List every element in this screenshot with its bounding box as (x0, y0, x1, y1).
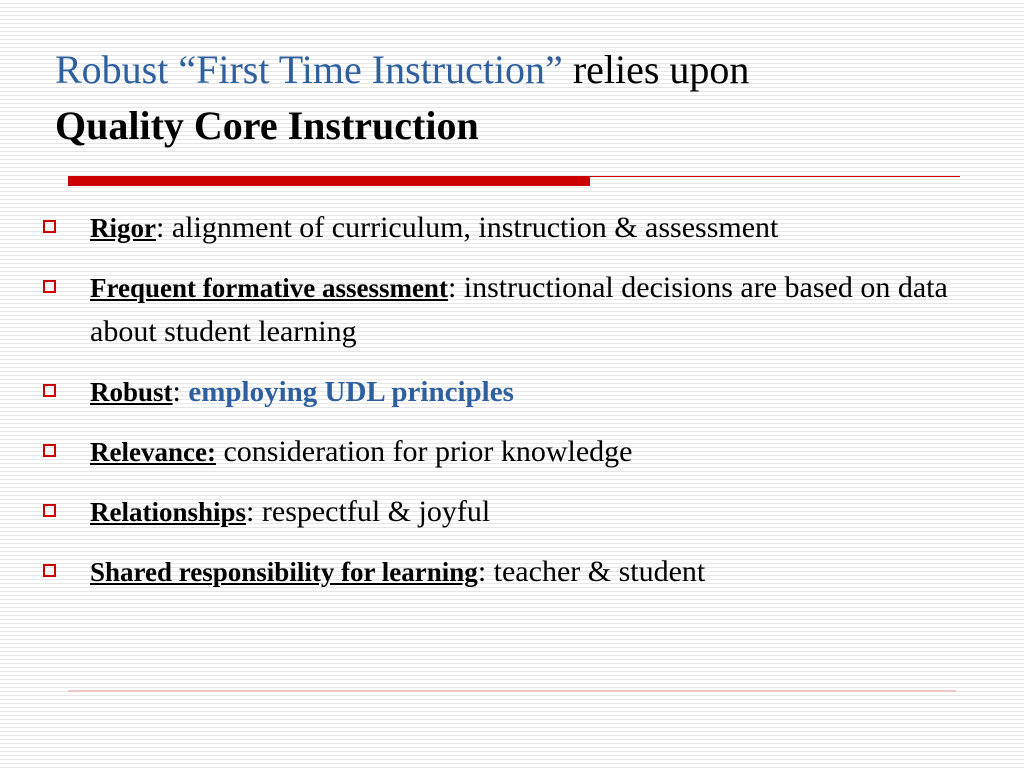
bullet-item-rigor (40, 206, 1000, 250)
bullet-item-shared-responsibility (40, 550, 1000, 594)
bullet-separator: : (155, 211, 165, 244)
bullet-term: Shared responsibility for learning (90, 557, 478, 587)
bullet-text: alignment of curriculum, instruction & assessment (164, 211, 779, 244)
title-underline-thin (590, 176, 960, 177)
slide-title (55, 42, 995, 154)
square-bullet-icon (43, 220, 56, 233)
bullet-text: teacher & student (486, 555, 706, 588)
bullet-term: Rigor (90, 213, 156, 243)
title-underline-thick (68, 176, 590, 186)
bullet-text: consideration for prior knowledge (215, 435, 633, 468)
bullet-separator: : (172, 375, 189, 408)
square-bullet-icon (43, 504, 56, 517)
bullet-term: Robust (90, 377, 173, 407)
bullet-list (40, 206, 1000, 610)
bullet-term: Frequent formative assessment (90, 273, 448, 303)
bullet-item-relevance (40, 430, 1000, 474)
bullet-item-frequent-formative-assessment (40, 266, 1000, 354)
bullet-highlight-text: employing UDL principles (188, 376, 514, 408)
bullet-text: instructional decisions are based on data about student learning (90, 271, 948, 348)
square-bullet-icon (43, 384, 56, 397)
title-subheading: Quality Core Instruction (55, 103, 479, 148)
bullet-separator: : (477, 555, 487, 588)
bullet-item-relationships (40, 490, 1000, 534)
square-bullet-icon (43, 564, 56, 577)
title-continuation: relies upon (562, 47, 750, 92)
bullet-item-robust (40, 370, 1000, 414)
bullet-separator: : (246, 495, 255, 528)
bullet-text: respectful & joyful (254, 495, 491, 528)
footer-divider (68, 690, 956, 692)
bullet-separator: : (447, 271, 457, 304)
title-emphasis: Robust “First Time Instruction” (55, 47, 563, 92)
bullet-term: Relationships (90, 497, 247, 527)
square-bullet-icon (43, 444, 56, 457)
square-bullet-icon (43, 280, 56, 293)
bullet-term: Relevance: (90, 437, 216, 467)
